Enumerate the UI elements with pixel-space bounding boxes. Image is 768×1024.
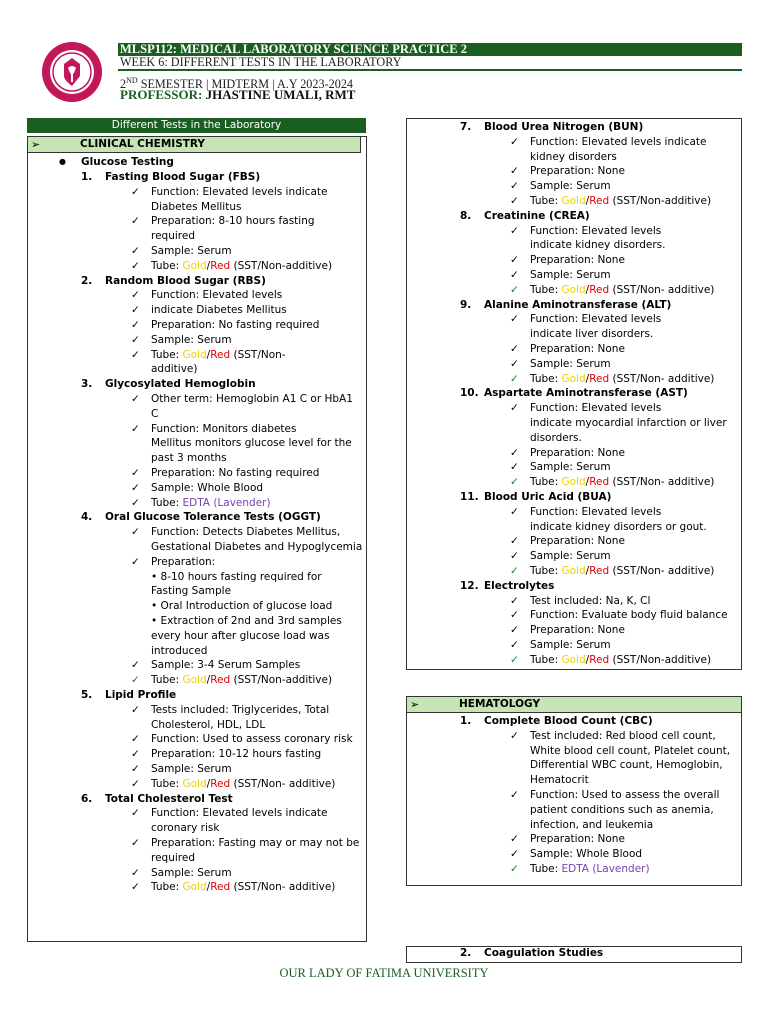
rbs-detail: indicate Diabetes Mellitus [151,304,287,317]
tube-label: Tube: [530,476,562,489]
bun-title: Blood Urea Nitrogen (BUN) [484,121,644,133]
check-icon: ✓ [510,195,519,207]
professor-line [118,88,744,101]
check-icon: ✓ [510,224,519,237]
check-icon: ✓ [131,185,140,198]
alt-detail: Function: Elevated levels [530,313,662,326]
tube-type: (SST/Non-additive) [609,653,712,666]
gh-detail: Other term: Hemoglobin A1 C or HbA1 [151,393,353,405]
check-icon: ✓ [131,259,140,272]
alt-detail: indicate liver disorders. [530,328,654,341]
tube-type: (SST/Non-additive) [609,195,712,207]
fbs-detail: Function: Elevated levels indicate [151,185,328,198]
alt-title: Alanine Aminotransferase (ALT) [484,298,672,311]
check-icon: ✓ [131,777,140,790]
check-icon: ✓ [510,594,519,607]
cbc-detail: Preparation: None [530,833,625,846]
check-icon: ✓ [131,215,140,228]
alt-number: 9. [460,298,472,311]
tube-red: Red [210,348,231,361]
tube-slash: / [206,259,211,272]
coagulation-title: Coagulation Studies [484,947,604,959]
tube-gold: Gold [561,283,586,296]
fbs-detail: Preparation: 8-10 hours fasting [151,215,315,228]
bun-detail: Function: Elevated levels indicate [530,135,707,148]
lp-tube [151,777,335,792]
check-icon: ✓ [131,304,140,317]
tube-type: (SST/Non- additive) [609,283,715,296]
check-icon: ✓ [131,881,140,894]
tc-title: Total Cholesterol Test [105,792,233,805]
check-icon: ✓ [510,180,519,193]
cbc-tube [530,862,650,877]
cbc-detail: White blood cell count, Platelet count, [530,744,731,757]
check-icon: ✓ [510,446,519,459]
tube-red: Red [589,565,610,577]
fbs-detail: Diabetes Mellitus [151,200,242,213]
ogtt-detail: • Extraction of 2nd and 3rd samples [151,615,342,627]
tube-gold: Gold [182,881,207,894]
cbc-detail: infection, and leukemia [530,818,654,831]
check-icon: ✓ [131,733,140,746]
tube-label: Tube: [151,259,183,272]
footer-university: OUR LADY OF FATIMA UNIVERSITY [279,966,489,980]
tube-gold: Gold [561,653,586,666]
bullet-icon: ● [59,157,66,166]
lp-detail: Tests included: Triglycerides, Total [151,703,330,716]
tube-slash: / [206,674,211,687]
tube-red: Red [210,674,231,687]
check-icon: ✓ [131,393,140,405]
check-icon: ✓ [131,866,140,879]
lp-detail: Sample: Serum [151,763,232,775]
rbs-tube [151,348,286,363]
tube-gold: Gold [182,777,207,790]
gh-tube [151,496,271,511]
fbs-detail: required [151,230,195,243]
tube-label: Tube: [151,674,183,687]
crea-tube [530,283,714,298]
tube-red: Red [589,476,610,489]
el-tube [530,653,711,668]
arrow-bullet-icon: ➢ [31,138,41,151]
check-icon: ✓ [131,526,140,539]
category-label: HEMATOLOGY [459,698,541,710]
crea-detail: Preparation: None [530,254,625,267]
tube-red: Red [210,777,231,790]
cbc-detail: Sample: Whole Blood [530,848,643,861]
tc-tube [151,880,335,895]
tube-label: Tube: [530,565,562,577]
check-icon: ✓ [131,763,140,775]
tube-label: Tube: [151,496,183,509]
lp-detail: Preparation: 10-12 hours fasting [151,748,322,761]
check-icon: ✓ [510,535,519,548]
check-icon: ✓ [131,555,140,568]
tube-label: Tube: [530,195,562,207]
tube-type: (SST/Non- additive) [609,372,715,385]
check-icon: ✓ [510,254,519,267]
check-icon: ✓ [510,357,519,370]
tube-slash: / [206,777,211,790]
clinical-chemistry-header [27,136,361,153]
cbc-detail: Differential WBC count, Hemoglobin, [530,759,723,772]
tc-detail: required [151,851,195,864]
el-number: 12. [460,579,479,592]
check-icon: ✓ [510,402,519,415]
ast-detail: Preparation: None [530,446,625,459]
tube-gold: Gold [182,348,207,361]
category-label: CLINICAL CHEMISTRY [80,138,206,150]
tube-type: (SST/Non- additive) [230,881,336,894]
ogtt-number: 4. [81,511,93,524]
alt-detail: Sample: Serum [530,357,611,370]
bua-number: 11. [460,491,479,503]
ogtt-detail: • Oral Introduction of glucose load [151,600,333,613]
el-detail: Test included: Na, K, Cl [530,594,651,607]
check-icon: ✓ [510,313,519,326]
lp-title: Lipid Profile [105,689,177,701]
fbs-number: 1. [81,171,93,183]
arrow-bullet-icon: ➢ [410,698,420,711]
rbs-tube-cont: additive) [151,363,198,376]
el-title: Electrolytes [484,579,555,592]
ast-detail: Sample: Serum [530,461,611,474]
check-icon: ✓ [510,848,519,861]
check-icon: ✓ [131,748,140,761]
bua-detail: Sample: Serum [530,550,611,563]
professor-name: JHASTINE UMALI, RMT [205,87,356,102]
check-icon: ✓ [510,505,519,518]
check-icon: ✓ [510,789,519,801]
cbc-number: 1. [460,715,472,727]
check-icon: ✓ [510,653,519,666]
cbc-detail: Test included: Red blood cell count, [530,729,716,742]
semester-number: 2 [120,77,127,92]
check-icon: ✓ [510,609,519,622]
gh-detail: past 3 months [151,452,227,465]
tube-label: Tube: [151,777,183,790]
fbs-title: Fasting Blood Sugar (FBS) [105,171,261,183]
university-logo [40,40,104,104]
check-icon: ✓ [510,343,519,355]
ast-number: 10. [460,387,479,400]
check-icon: ✓ [510,863,519,875]
tube-slash: / [585,372,590,385]
crea-number: 8. [460,209,472,222]
ogtt-detail: Sample: 3-4 Serum Samples [151,659,301,672]
tube-slash: / [585,565,590,577]
check-icon: ✓ [510,639,519,651]
tube-red: Red [589,283,610,296]
bua-detail: Function: Elevated levels [530,505,662,518]
rbs-detail: Function: Elevated levels [151,289,283,302]
check-icon: ✓ [510,550,519,563]
tube-gold: Gold [561,565,586,577]
professor-label: PROFESSOR: [120,87,203,102]
cbc-detail: patient conditions such as anemia, [530,803,714,816]
check-icon: ✓ [510,624,519,637]
tube-label: Tube: [151,881,183,894]
semester-text: SEMESTER | MIDTERM | A.Y 2023-2024 [137,77,354,92]
bua-detail: indicate kidney disorders or gout. [530,520,707,533]
check-icon: ✓ [510,476,519,489]
hematology-header [406,696,742,713]
ogtt-tube [151,673,332,688]
cbc-detail: Function: Used to assess the overall [530,789,720,801]
gh-detail: Mellitus monitors glucose level for the [151,437,352,450]
ogtt-detail: every hour after glucose load was [151,629,330,642]
bun-tube [530,194,711,209]
check-icon: ✓ [510,461,519,474]
tube-gold: Gold [561,195,586,207]
bua-tube [530,564,714,579]
check-icon: ✓ [131,659,140,672]
check-icon: ✓ [131,467,140,479]
gh-detail: Preparation: No fasting required [151,467,320,479]
crea-title: Creatinine (CREA) [484,209,590,222]
check-icon: ✓ [131,348,140,361]
check-icon: ✓ [510,729,519,742]
glucose-heading: Glucose Testing [81,156,174,168]
check-icon: ✓ [131,422,140,435]
coagulation-number: 2. [460,947,472,959]
tc-detail: Sample: Serum [151,866,232,879]
tube-red: Red [210,259,231,272]
fbs-tube [151,259,332,274]
bun-number: 7. [460,121,472,133]
el-detail: Sample: Serum [530,639,611,651]
ast-detail: Function: Elevated levels [530,402,662,415]
ast-title: Aspartate Aminotransferase (AST) [484,387,688,400]
tube-red: Red [589,372,610,385]
fbs-detail: Sample: Serum [151,245,232,257]
check-icon: ✓ [510,372,519,385]
rbs-title: Random Blood Sugar (RBS) [105,274,266,287]
tc-number: 6. [81,792,93,805]
gh-detail: Sample: Whole Blood [151,481,264,494]
check-icon: ✓ [131,289,140,302]
tube-slash: / [206,348,211,361]
week-title: WEEK 6: DIFFERENT TESTS IN THE LABORATORY [120,55,402,69]
check-icon: ✓ [131,319,140,331]
check-icon: ✓ [131,807,140,820]
check-icon: ✓ [131,837,140,849]
tc-detail: Function: Elevated levels indicate [151,807,328,820]
rbs-number: 2. [81,274,93,287]
tube-label: Tube: [530,283,562,296]
tube-type: (SST/Non- additive) [609,565,715,577]
bun-detail: Sample: Serum [530,180,611,193]
check-icon: ✓ [510,283,519,296]
crea-detail: Sample: Serum [530,269,611,281]
tube-slash: / [206,881,211,894]
ogtt-detail: Gestational Diabetes and Hypoglycemia [151,541,363,553]
tube-label: Tube: [530,653,562,666]
cbc-detail: Hematocrit [530,774,589,787]
alt-tube [530,372,714,387]
check-icon: ✓ [131,333,140,346]
tube-gold: Gold [561,372,586,385]
tube-type: (SST/Non- additive) [230,777,336,790]
gh-detail: Function: Monitors diabetes [151,422,297,435]
tube-red: Red [589,195,610,207]
bua-detail: Preparation: None [530,535,625,548]
lp-detail: Function: Used to assess coronary risk [151,733,353,746]
check-icon: ✓ [510,269,519,281]
ogtt-detail: Function: Detects Diabetes Mellitus, [151,526,341,539]
ogtt-title: Oral Glucose Tolerance Tests (OGGT) [105,511,321,524]
check-icon: ✓ [510,135,519,148]
rbs-detail: Preparation: No fasting required [151,319,320,331]
ogtt-detail: introduced [151,644,208,657]
check-icon: ✓ [131,674,140,687]
ast-tube [530,475,714,490]
alt-detail: Preparation: None [530,343,625,355]
section-title: Different Tests in the Laboratory [27,118,366,133]
crea-detail: indicate kidney disorders. [530,239,666,252]
cbc-title: Complete Blood Count (CBC) [484,715,653,727]
tube-type: (SST/Non-additive) [230,674,333,687]
tube-slash: / [585,476,590,489]
tube-type: (SST/Non- additive) [609,476,715,489]
tube-type: (SST/Non-additive) [230,259,333,272]
bun-detail: Preparation: None [530,165,625,178]
course-title: MLSP112: MEDICAL LABORATORY SCIENCE PRACTICE 2 [120,42,467,56]
ogtt-detail: • 8-10 hours fasting required for [151,570,322,583]
tube-type: (SST/Non- [230,348,286,361]
ast-detail: disorders. [530,431,582,444]
tube-label: Tube: [530,863,562,875]
tube-red: Red [210,881,231,894]
ast-detail: indicate myocardial infarction or liver [530,417,727,429]
tc-detail: coronary risk [151,822,220,835]
check-icon: ✓ [510,165,519,178]
ogtt-detail: Fasting Sample [151,585,232,598]
tube-label: Tube: [151,348,183,361]
tube-edta: EDTA (Lavender) [561,863,650,875]
gh-title: Glycosylated Hemoglobin [105,378,256,391]
el-detail: Function: Evaluate body fluid balance [530,609,728,622]
semester-suffix: ND [126,76,138,85]
ogtt-detail: Preparation: [151,555,216,568]
check-icon: ✓ [131,245,140,257]
tube-label: Tube: [530,372,562,385]
check-icon: ✓ [131,703,140,716]
check-icon: ✓ [510,833,519,846]
tc-detail: Preparation: Fasting may or may not be [151,837,360,849]
tube-red: Red [589,653,610,666]
tube-slash: / [585,283,590,296]
el-detail: Preparation: None [530,624,625,637]
tube-gold: Gold [182,259,207,272]
rbs-detail: Sample: Serum [151,333,232,346]
crea-detail: Function: Elevated levels [530,224,662,237]
tube-edta: EDTA (Lavender) [182,496,271,509]
lp-number: 5. [81,689,93,701]
check-icon: ✓ [510,565,519,577]
bua-title: Blood Uric Acid (BUA) [484,491,612,503]
bun-detail: kidney disorders [530,150,617,163]
check-icon: ✓ [131,496,140,509]
tube-gold: Gold [182,674,207,687]
gh-detail: C [151,407,159,420]
tube-slash: / [585,195,590,207]
tube-gold: Gold [561,476,586,489]
lp-detail: Cholesterol, HDL, LDL [151,718,266,731]
gh-number: 3. [81,378,93,391]
check-icon: ✓ [131,481,140,494]
tube-slash: / [585,653,590,666]
